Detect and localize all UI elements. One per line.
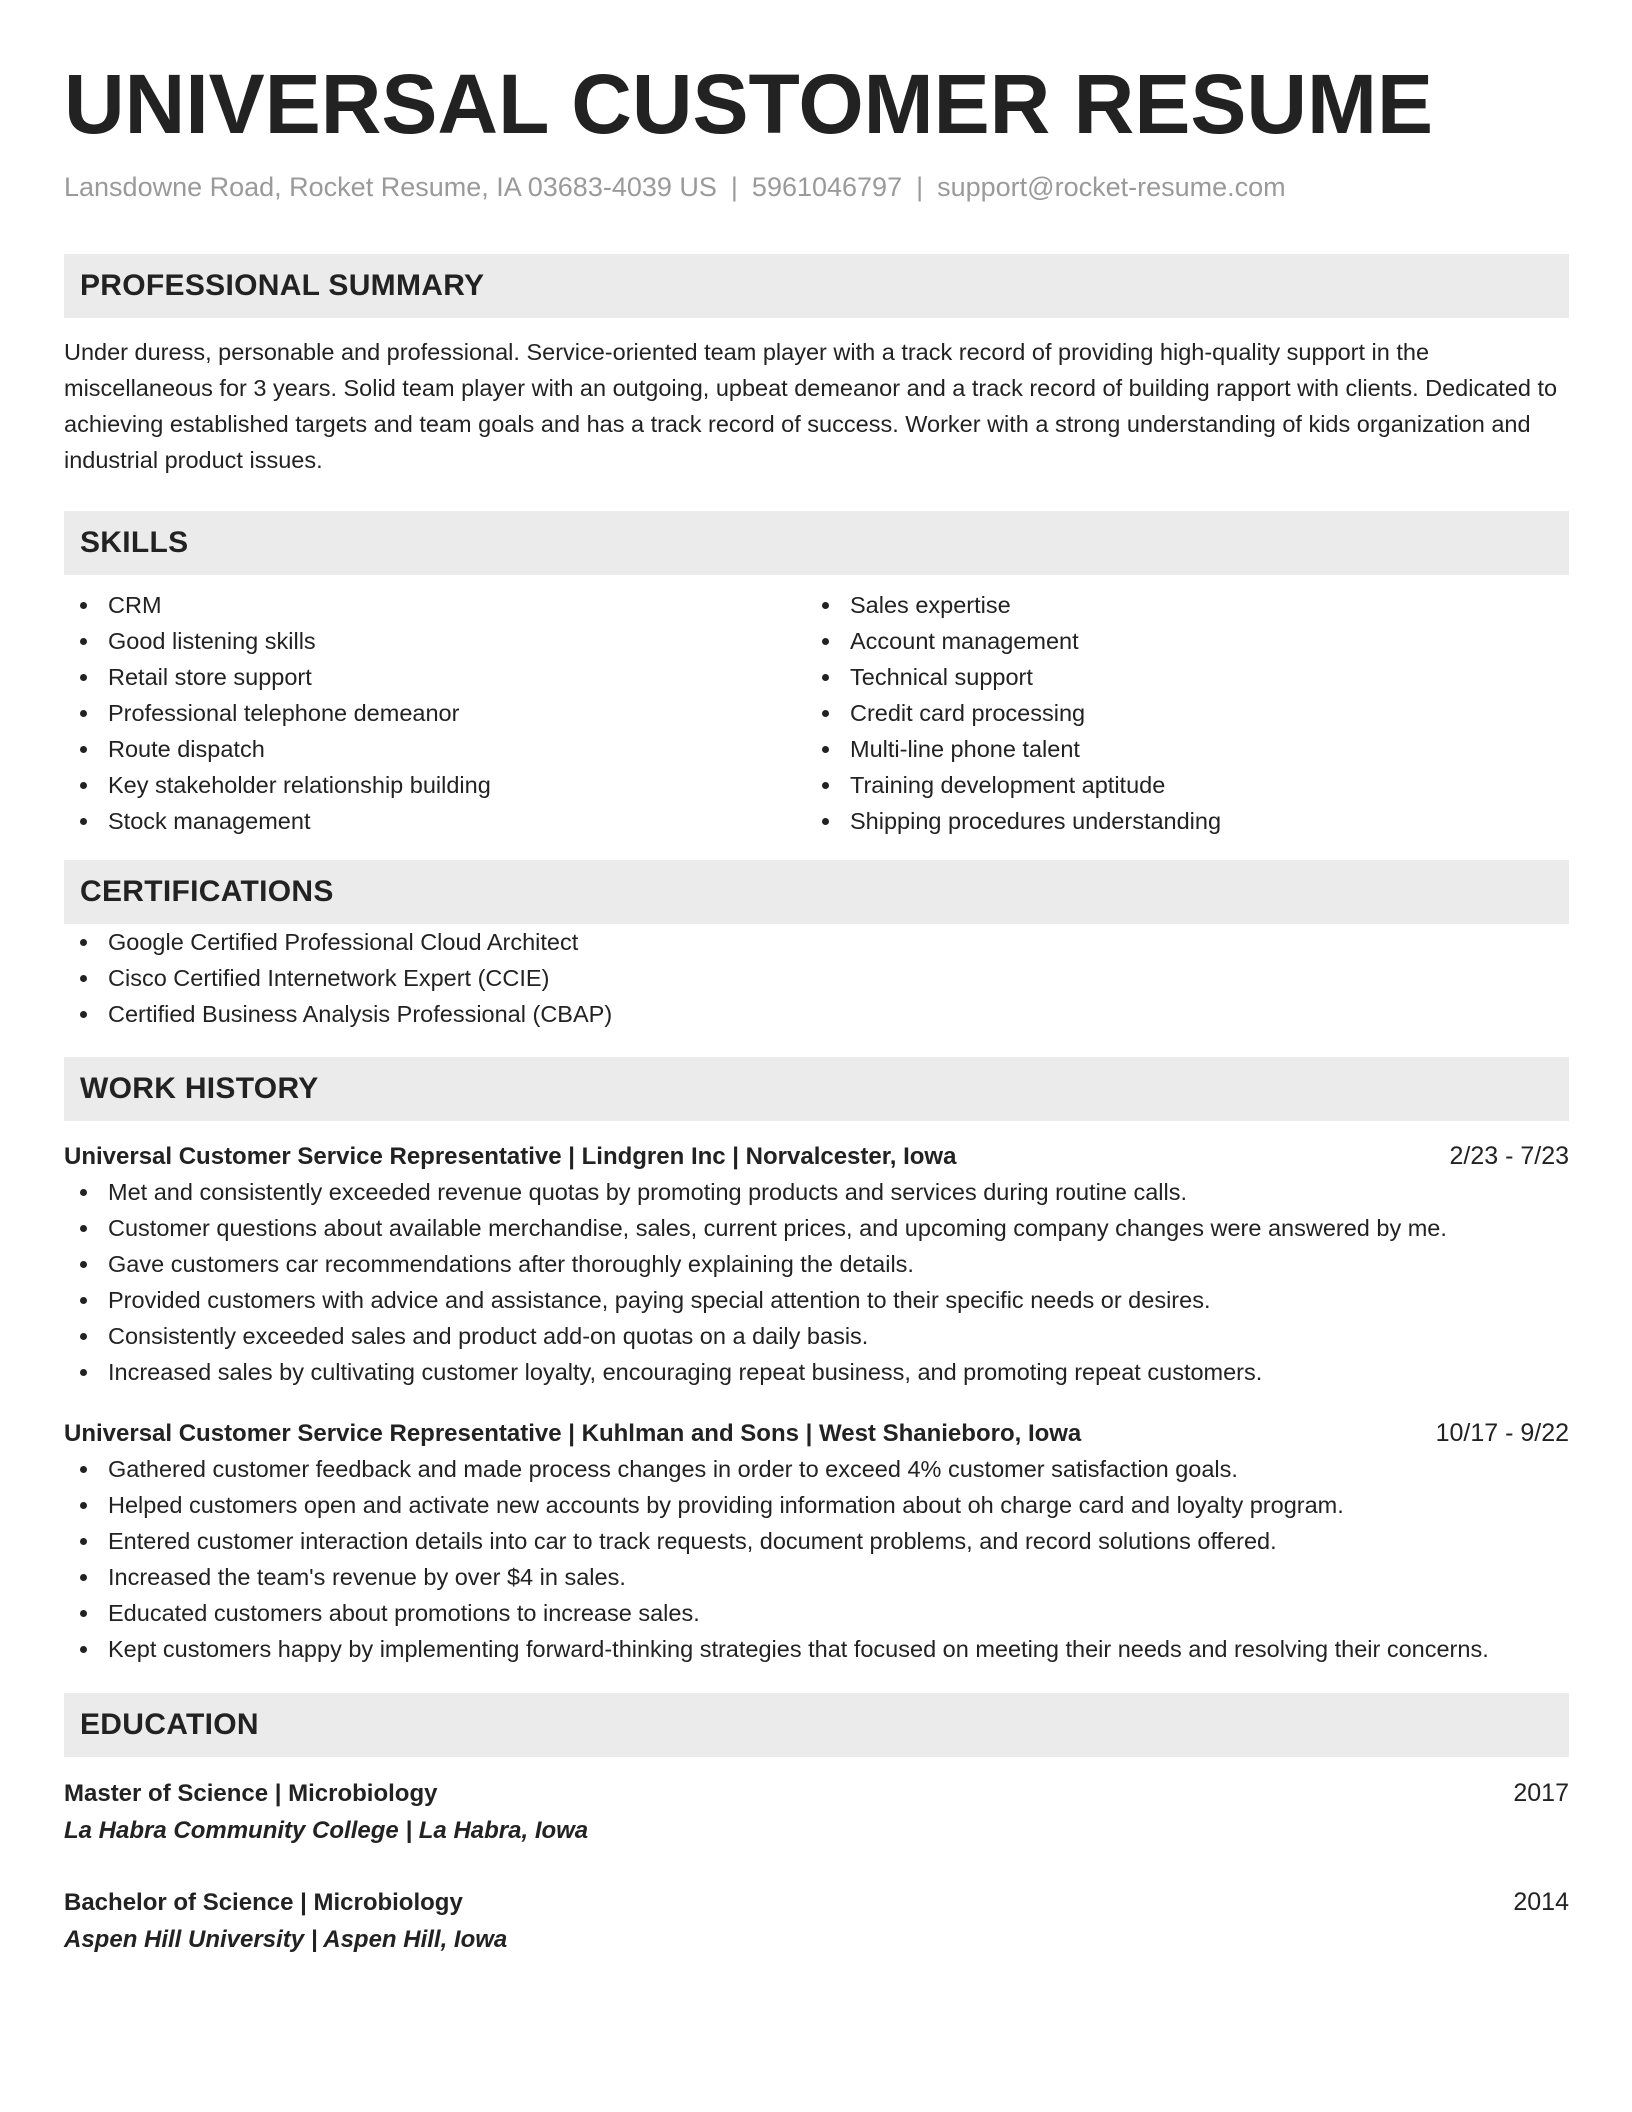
education-school: La Habra Community College | La Habra, Iowa <box>64 1817 589 1844</box>
job-bullet: Increased sales by cultivating customer loyalty, encouraging repeat business, and promoting repeat customers. <box>64 1354 1569 1390</box>
certification-item: Certified Business Analysis Professional (CBAP) <box>64 996 1569 1032</box>
job-title: Universal Customer Service Representative | Lindgren Inc | Norvalcester, Iowa <box>64 1143 957 1170</box>
job-title-row <box>64 1139 1569 1174</box>
skill-item: Stock management <box>64 803 806 839</box>
education-degree: Master of Science | Microbiology <box>64 1780 438 1807</box>
section-header-work-history: WORK HISTORY <box>64 1057 1569 1121</box>
skill-item: Training development aptitude <box>806 767 1548 803</box>
job-entry <box>64 1416 1569 1667</box>
job-bullet: Gathered customer feedback and made process changes in order to exceed 4% customer satisfaction goals. <box>64 1451 1569 1487</box>
job-bullet: Helped customers open and activate new accounts by providing information about oh charge card and loyalty program. <box>64 1487 1569 1523</box>
education-entry <box>64 1884 1569 1959</box>
job-bullet: Gave customers car recommendations after thoroughly explaining the details. <box>64 1246 1569 1282</box>
summary-text: Under duress, personable and professional. Service-oriented team player with a track record of providing high-quality support in the miscellaneous for 3 years. Solid team player with an outgoing, upbeat demeanor and a track record of building rapport with clients. Dedicated to achieving established targets and team goals and has a track record of success. Worker with a strong understanding of kids organization and industrial product issues. <box>64 339 1558 473</box>
job-bullets <box>64 1451 1569 1667</box>
skill-item: Key stakeholder relationship building <box>64 767 806 803</box>
job-bullet: Provided customers with advice and assistance, paying special attention to their specific needs or desires. <box>64 1282 1569 1318</box>
education-row <box>64 1884 1569 1921</box>
job-bullet: Entered customer interaction details into car to track requests, document problems, and record solutions offered. <box>64 1523 1569 1559</box>
skill-item: Sales expertise <box>806 587 1548 623</box>
contact-phone: 5961046797 <box>751 172 903 202</box>
education-row <box>64 1775 1569 1812</box>
section-header-certifications: CERTIFICATIONS <box>64 860 1569 924</box>
skill-item: Retail store support <box>64 659 806 695</box>
resume-name: UNIVERSAL CUSTOMER RESUME <box>64 57 1434 151</box>
section-header-education: EDUCATION <box>64 1693 1569 1757</box>
job-bullet: Kept customers happy by implementing forward-thinking strategies that focused on meeting their needs and resolving their concerns. <box>64 1631 1569 1667</box>
certifications-list <box>64 924 1569 1032</box>
skill-item: Technical support <box>806 659 1548 695</box>
section-header-summary: PROFESSIONAL SUMMARY <box>64 254 1569 318</box>
education-entry <box>64 1775 1569 1850</box>
job-title: Universal Customer Service Representative | Kuhlman and Sons | West Shanieboro, Iowa <box>64 1420 1082 1447</box>
skill-item: Route dispatch <box>64 731 806 767</box>
job-dates: 2/23 - 7/23 <box>1449 1142 1569 1170</box>
skill-item: Professional telephone demeanor <box>64 695 806 731</box>
certification-item: Google Certified Professional Cloud Architect <box>64 924 1569 960</box>
contact-address: Lansdowne Road, Rocket Resume, IA 03683-4039 US <box>64 172 717 202</box>
skill-item: Shipping procedures understanding <box>806 803 1548 839</box>
skill-item: Credit card processing <box>806 695 1548 731</box>
job-bullet: Educated customers about promotions to increase sales. <box>64 1595 1569 1631</box>
contact-email: support@rocket-resume.com <box>937 172 1286 202</box>
skills-column-left <box>64 587 806 839</box>
certification-item: Cisco Certified Internetwork Expert (CCIE) <box>64 960 1569 996</box>
skill-item: Good listening skills <box>64 623 806 659</box>
skill-item: CRM <box>64 587 806 623</box>
skills-grid <box>64 587 1569 839</box>
skill-item: Multi-line phone talent <box>806 731 1548 767</box>
skills-column-right <box>806 587 1548 839</box>
education-year: 2017 <box>1513 1779 1569 1807</box>
job-bullet: Consistently exceeded sales and product add-on quotas on a daily basis. <box>64 1318 1569 1354</box>
contact-separator: | <box>730 172 738 202</box>
job-title-row <box>64 1416 1569 1451</box>
education-year: 2014 <box>1513 1888 1569 1916</box>
job-bullets <box>64 1174 1569 1390</box>
contact-line <box>64 170 1569 204</box>
job-bullet: Increased the team's revenue by over $4 in sales. <box>64 1559 1569 1595</box>
job-entry <box>64 1139 1569 1390</box>
job-dates: 10/17 - 9/22 <box>1435 1419 1569 1447</box>
education-school: Aspen Hill University | Aspen Hill, Iowa <box>64 1926 508 1953</box>
education-degree: Bachelor of Science | Microbiology <box>64 1889 463 1916</box>
job-bullet: Customer questions about available merchandise, sales, current prices, and upcoming company changes were answered by me. <box>64 1210 1569 1246</box>
job-bullet: Met and consistently exceeded revenue quotas by promoting products and services during routine calls. <box>64 1174 1569 1210</box>
skill-item: Account management <box>806 623 1548 659</box>
section-header-skills: SKILLS <box>64 511 1569 575</box>
contact-separator: | <box>916 172 924 202</box>
